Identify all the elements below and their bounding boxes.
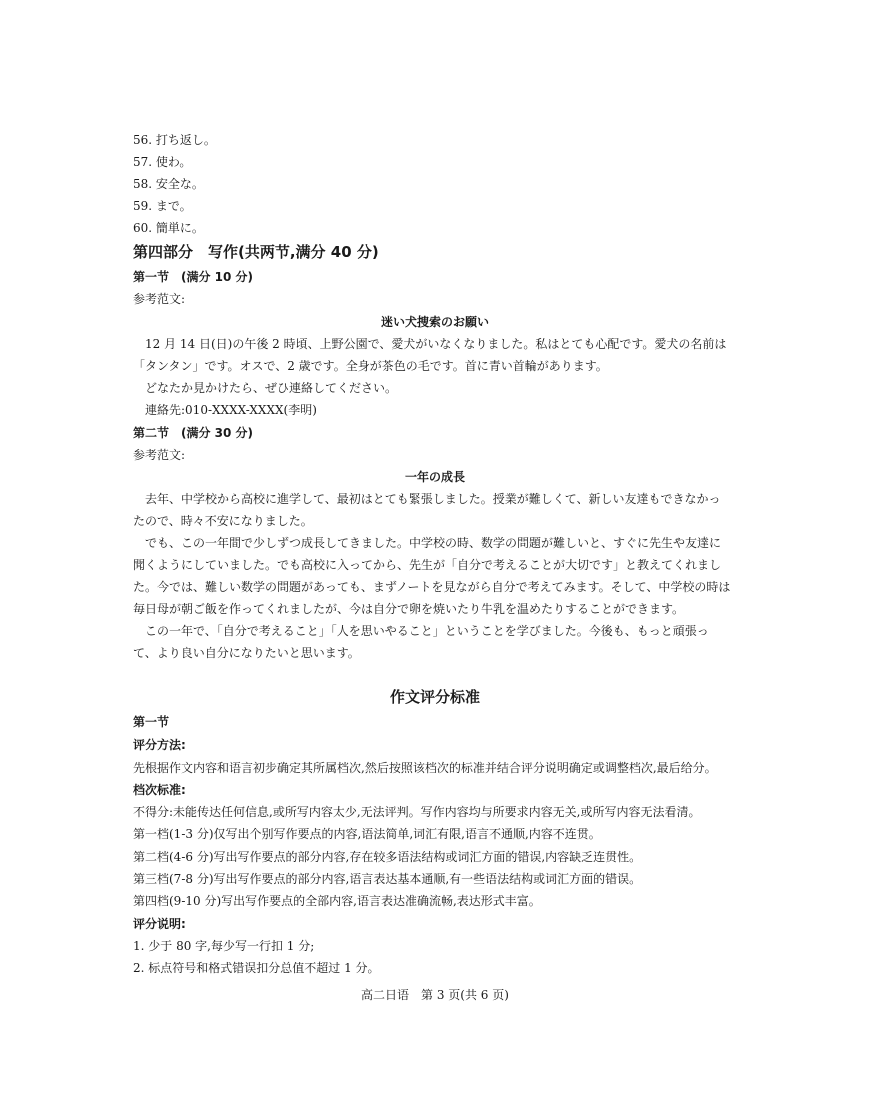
rubric-level: 第二档(4-6 分)写出写作要点的部分内容,存在较多语法结构或词汇方面的错误,内容缺乏连贯性。 — [133, 850, 642, 864]
rubric-section: 第一节 — [133, 715, 170, 729]
rubric-levels-label: 档次标准: — [133, 783, 186, 797]
answer-60: 60. 簡単に。 — [133, 221, 204, 235]
rubric-level: 第四档(9-10 分)写出写作要点的全部内容,语言表达准确流畅,表达形式丰富。 — [133, 894, 541, 908]
section2-label: 参考范文: — [133, 448, 186, 462]
section2-essay-line: 聞くようにしていました。でも高校に入ってから、先生が「自分で考えることが大切です」と教えてくれまし — [133, 558, 722, 572]
section2-essay-line: 去年、中学校から高校に進学して、最初はとても緊張しました。授業が難しくて、新しい友達もできなかっ — [145, 492, 721, 506]
page-footer: 高二日语 第 3 页(共 6 页) — [361, 988, 509, 1002]
section2-essay-line: 毎日母が朝ご飯を作ってくれましたが、今は自分で卵を焼いたり牛乳を温めたりすることができます。 — [133, 602, 685, 616]
section1-essay-line: 「タンタン」です。オスで、2 歳です。全身が茶色の毛です。首に青い首輪があります。 — [133, 359, 608, 373]
answer-56: 56. 打ち返し。 — [133, 133, 216, 147]
part4-heading: 第四部分 写作(共两节,满分 40 分) — [133, 243, 379, 261]
section2-essay-line: た。今では、難しい数学の問題があっても、まずノートを見ながら自分で考えてみます。そして、中学校の時は — [133, 580, 731, 594]
rubric-level: 第三档(7-8 分)写出写作要点的部分内容,语言表达基本通顺,有一些语法结构或词汇方面的错误。 — [133, 872, 642, 886]
answer-57: 57. 使わ。 — [133, 155, 192, 169]
section2-essay-line: たので、時々不安になりました。 — [133, 514, 313, 528]
section2-heading: 第二节 (满分 30 分) — [133, 426, 254, 440]
answer-58: 58. 安全な。 — [133, 177, 204, 191]
rubric-notes-label: 评分说明: — [133, 917, 186, 931]
section1-essay-line: 12 月 14 日(日)の午後 2 時頃、上野公園で、愛犬がいなくなりました。私はとても心配です。愛犬の名前は — [145, 337, 727, 351]
rubric-level: 第一档(1-3 分)仅写出个别写作要点的内容,语法简单,词汇有限,语言不通顺,内容不连贯。 — [133, 827, 601, 841]
section2-essay-line: でも、この一年間で少しずつ成長してきました。中学校の時、数学の問題が難しいと、すぐに先生や友達に — [145, 536, 722, 550]
section1-essay-title: 迷い犬捜索のお願い — [380, 315, 489, 329]
section2-essay-line: て、より良い自分になりたいと思います。 — [133, 646, 360, 660]
rubric-note: 2. 标点符号和格式错误扣分总值不超过 1 分。 — [133, 961, 380, 975]
rubric-note: 1. 少于 80 字,每少写一行扣 1 分; — [133, 939, 315, 953]
section2-essay-title: 一年の成長 — [404, 470, 465, 484]
rubric-title: 作文评分标准 — [389, 688, 480, 706]
rubric-method-label: 评分方法: — [133, 738, 186, 752]
rubric-level: 不得分:未能传达任何信息,或所写内容太少,无法评判。写作内容均与所要求内容无关,或所写内容无法看清。 — [133, 805, 701, 819]
section1-label: 参考范文: — [133, 292, 186, 306]
rubric-method-text: 先根据作文内容和语言初步确定其所属档次,然后按照该档次的标准并结合评分说明确定或调整档次,最后给分。 — [133, 761, 717, 775]
section1-heading: 第一节 (满分 10 分) — [133, 270, 254, 284]
section1-essay-line: 連絡先:010-XXXX-XXXX(李明) — [145, 403, 317, 417]
answer-59: 59. まで。 — [133, 199, 192, 213]
section1-essay-line: どなたか見かけたら、ぜひ連絡してください。 — [145, 381, 398, 395]
section2-essay-line: この一年で、「自分で考えること」「人を思いやること」ということを学びました。今後も、もっと頑張っ — [145, 624, 709, 638]
